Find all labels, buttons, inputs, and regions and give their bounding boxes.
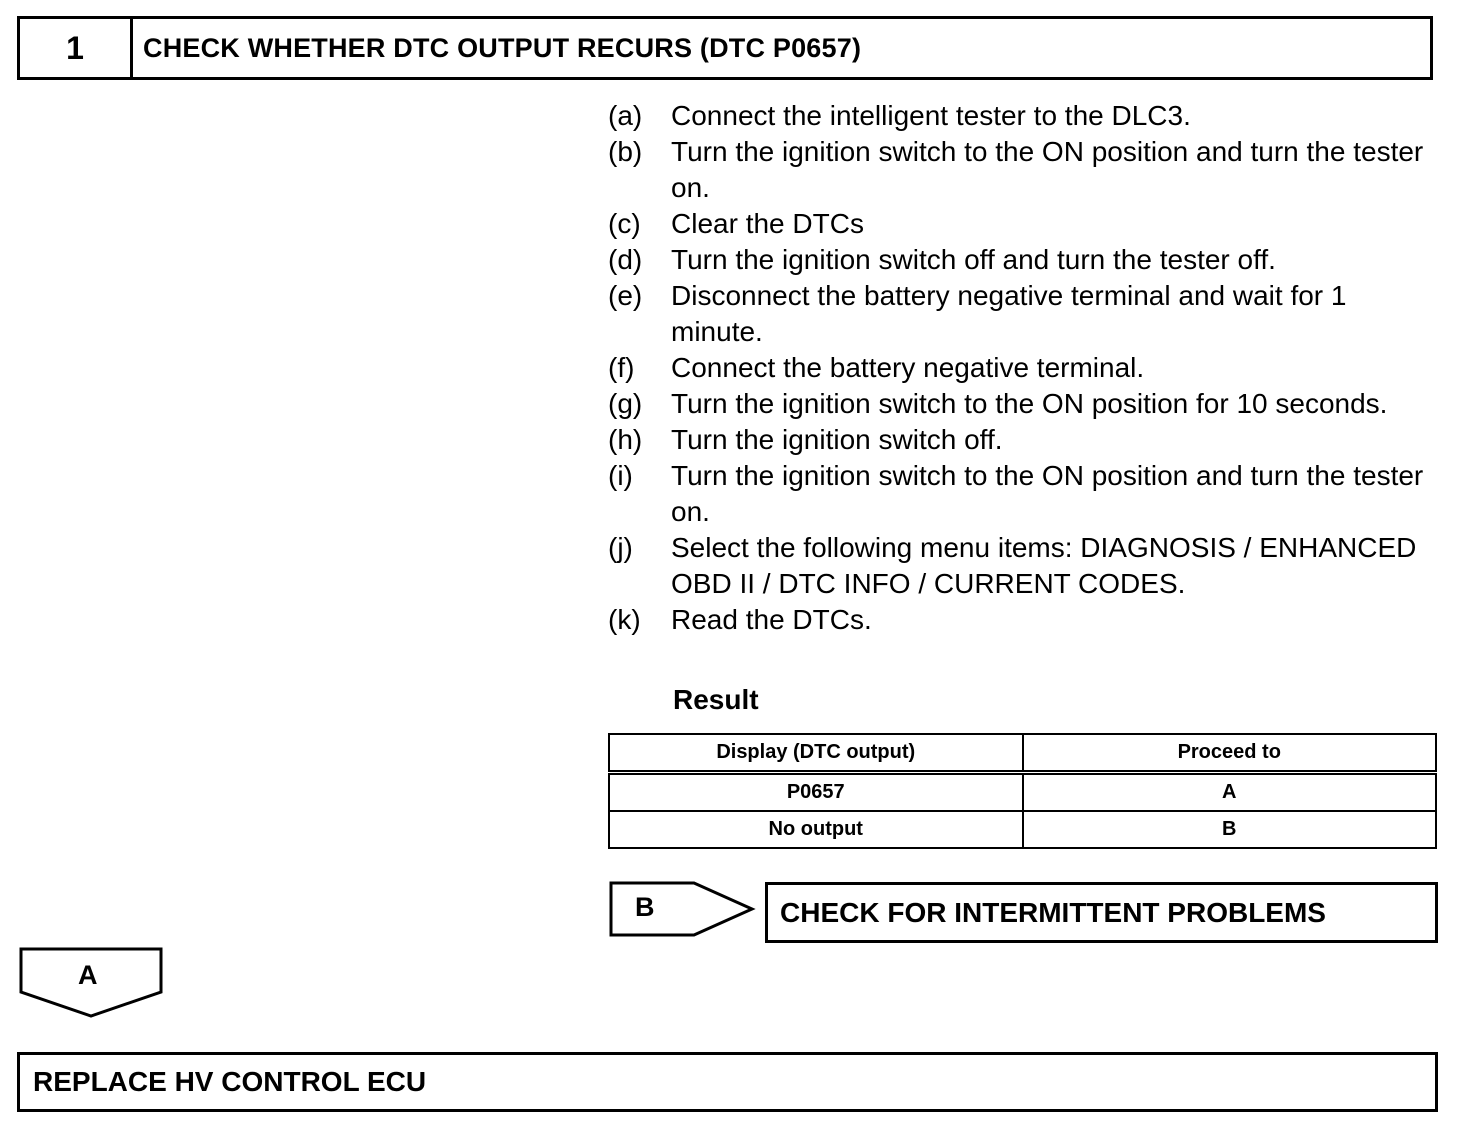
- step-letter: (a): [608, 100, 643, 131]
- column-header: Display (DTC output): [609, 734, 1023, 773]
- table-cell: B: [1023, 811, 1437, 848]
- step-item-b: [608, 134, 1438, 206]
- step-item-g: [608, 386, 1438, 422]
- step-text: Turn the ignition switch to the ON position and turn the tester on.: [671, 460, 1424, 527]
- result-table: [608, 733, 1437, 849]
- table-row: [609, 773, 1436, 812]
- step-text: Turn the ignition switch off and turn the tester off.: [671, 244, 1276, 275]
- step-letter: (e): [608, 280, 643, 311]
- table-header-row: [609, 734, 1436, 773]
- step-item-d: [608, 242, 1438, 278]
- step-letter: (g): [608, 388, 643, 419]
- step-text: Turn the ignition switch to the ON position and turn the tester on.: [671, 136, 1424, 203]
- step-item-h: [608, 422, 1438, 458]
- step-item-c: [608, 206, 1438, 242]
- step-letter: (j): [608, 532, 633, 563]
- result-label: Result: [673, 684, 759, 715]
- step-title: CHECK WHETHER DTC OUTPUT RECURS (DTC P0657): [143, 32, 862, 63]
- table-cell: A: [1023, 773, 1437, 812]
- step-letter: (d): [608, 244, 643, 275]
- branch-b-action: CHECK FOR INTERMITTENT PROBLEMS: [780, 896, 1326, 928]
- step-letter: (c): [608, 208, 641, 239]
- step-item-f: [608, 350, 1438, 386]
- branch-a-action: REPLACE HV CONTROL ECU: [33, 1066, 427, 1097]
- branch-a-action-box: [17, 1052, 1438, 1112]
- step-text: Clear the DTCs: [671, 208, 864, 239]
- step-letter: (h): [608, 424, 643, 455]
- step-item-i: [608, 458, 1438, 530]
- step-letter: (i): [608, 460, 633, 491]
- branch-b-label: B: [635, 892, 655, 922]
- step-header: [17, 16, 1433, 80]
- column-header: Proceed to: [1023, 734, 1437, 773]
- branch-b-arrow-icon: [608, 880, 758, 940]
- table-cell: No output: [609, 811, 1023, 848]
- step-letter: (k): [608, 604, 641, 635]
- step-number: 1: [20, 19, 133, 77]
- procedure-steps: [608, 98, 1438, 638]
- step-text: Turn the ignition switch off.: [671, 424, 1003, 455]
- step-item-j: [608, 530, 1438, 602]
- step-item-a: [608, 98, 1438, 134]
- step-text: Read the DTCs.: [671, 604, 872, 635]
- step-text: Connect the intelligent tester to the DLC3.: [671, 100, 1191, 131]
- table-cell: P0657: [609, 773, 1023, 812]
- step-text: Connect the battery negative terminal.: [671, 352, 1145, 383]
- step-item-k: [608, 602, 1438, 638]
- step-item-e: [608, 278, 1438, 350]
- step-letter: (f): [608, 352, 635, 383]
- step-letter: (b): [608, 136, 643, 167]
- step-text: Turn the ignition switch to the ON position for 10 seconds.: [671, 388, 1388, 419]
- table-row: [609, 811, 1436, 848]
- step-text: Select the following menu items: DIAGNOSIS / ENHANCED OBD II / DTC INFO / CURRENT CODES.: [671, 532, 1417, 599]
- branch-a-label: A: [78, 960, 98, 990]
- branch-b-action-box: [765, 882, 1438, 943]
- step-text: Disconnect the battery negative terminal and wait for 1 minute.: [671, 280, 1347, 347]
